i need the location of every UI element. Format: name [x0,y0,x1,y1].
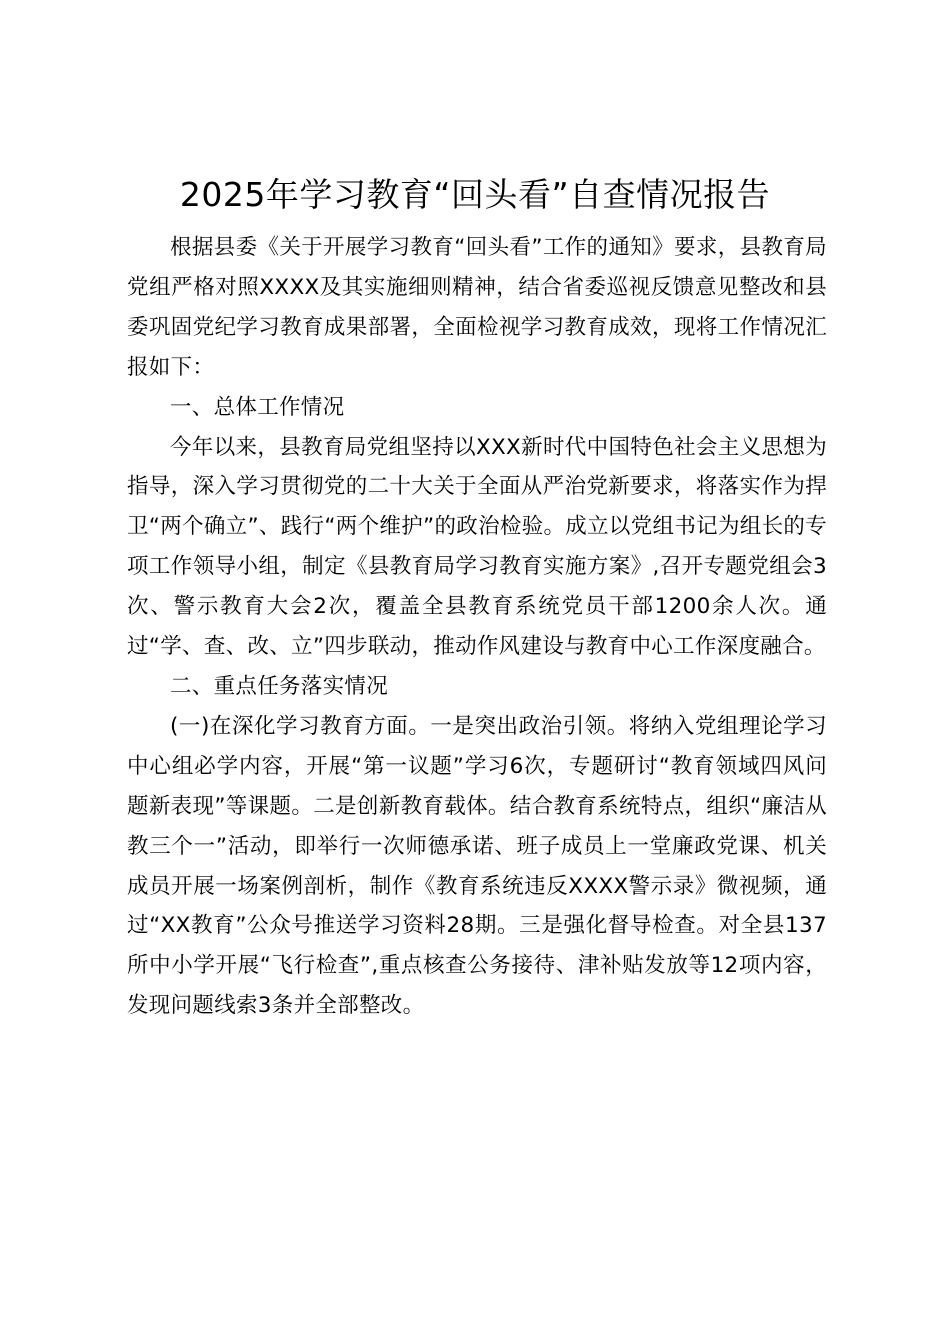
section-heading-overall: 一、总体工作情况 [170,394,345,420]
overall-paragraph: 今年以来，县教育局党组坚持以XXX新时代中国特色社会主义思想为指导，深入学习贯彻党的二十大关于全面从严治党新要求，将落实作为捍卫“两个确立”、践行“两个维护”的政治检验。成立以党组书记为组长的专项工作领导小组，制定《县教育局学习教育实施方案》,召开专题党组会3次、警示教育大会2次，覆盖全县教育系统党员干部1200余人次。通过“学、查、改、立”四步联动，推动作风建设与教育中心工作深度融合。 [127,434,827,660]
document-body [127,228,827,1026]
key-tasks-paragraph: (一)在深化学习教育方面。一是突出政治引领。将纳入党组理论学习中心组必学内容，开展“第一议题”学习6次，专题研讨“教育领域四风问题新表现”等课题。二是创新教育载体。结合教育系统特点，组织“廉洁从教三个一”活动，即举行一次师德承诺、班子成员上一堂廉政党课、机关成员开展一场案例剖析，制作《教育系统违反XXXX警示录》微视频，通过“XX教育”公众号推送学习资料28期。三是强化督导检查。对全县137所中小学开展“飞行检查”,重点核查公务接待、津补贴发放等12项内容，发现问题线索3条并全部整改。 [127,713,827,1019]
intro-paragraph: 根据县委《关于开展学习教育“回头看”工作的通知》要求，县教育局党组严格对照XXXX及其实施细则精神，结合省委巡视反馈意见整改和县委巩固党纪学习教育成果部署，全面检视学习教育成效，现将工作情况汇报如下： [127,235,827,380]
document-title: 2025年学习教育“回头看”自查情况报告 [179,175,771,214]
section-heading-key-tasks: 二、重点任务落实情况 [170,673,389,699]
